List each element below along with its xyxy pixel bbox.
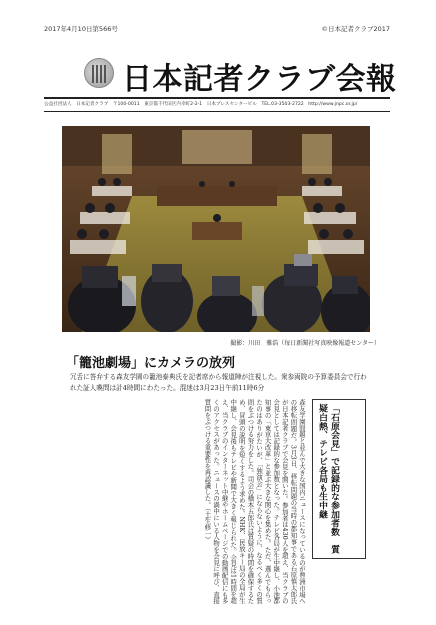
sidebar-headline-box: [312, 399, 366, 559]
article-headline: 「籠池劇場」にカメラの放列: [66, 356, 236, 371]
masthead-rule-bottom: [44, 111, 390, 112]
parliament-hearing-photo: [62, 126, 370, 332]
masthead-rule-top: [44, 97, 390, 99]
issue-date-line: [44, 24, 390, 36]
sidebar-headline: 「石原会見」で記録的な参加者数 質疑白熱、テレビ各局も生中継: [317, 404, 339, 554]
article-body: 森友学園問題と並んで大きな国内ニュースになっているのが豊洲市場への移転問題だ。3月3日、移転問題の当時の都知事である石原慎太郎氏が日本記者クラブで会見を開いた。参加者は430人を超え、当クラブの会見としては記録的な参加数となった。テレビ各局が生中継し、小池都知事の「東京大改革」と並ぶ大きな関心を集めた。ただ、選んでもらったのはありがたいが、「独演会」にならないように、なるべく多くの質問をぶつける努力をした。司会の橋本五郎氏は質疑の時間を確保するため、冒頭の説明を短くするよう求めた。NHK、民放キー局の全局が生中継し、会見後もテレビや新聞で大きく報じられた。会見は1時間を超え、当クラブのインターネット中継やホームページでの動画配信にも多くのアクセスがあった。ニュースの渦中にいる人物を会見に呼び、直接質問をぶつける重要性を再認識した。（土生修一）: [203, 399, 306, 604]
copyright: ©日本記者クラブ2017: [321, 25, 390, 33]
article-body-area: [66, 399, 366, 604]
issue-date: 2017年4月10日第566号: [44, 25, 118, 33]
photo-illustration: [62, 126, 370, 332]
article-lead: 冗舌に答弁する森友学園の籠池泰典氏を記者席から報道陣が注視した。衆参両院の予算委員会で行われた証人喚問は計4時間にわたった。混迷は3月23日午前11時6分: [70, 373, 367, 392]
masthead-title: 日本記者クラブ会報: [122, 62, 397, 97]
club-logo-icon: [84, 58, 114, 88]
publisher-info: 公益社団法人 日本記者クラブ 〒100-0011 東京都千代田区内幸町2-2-1 日本プレスセンタービル TEL.03-3503-2722 http://www.jnpc.or.jp/: [44, 102, 358, 107]
photo-credit: 撮影：川田 雅浩（毎日新聞社写真映像報道センター）: [230, 340, 380, 347]
masthead: [84, 54, 397, 97]
